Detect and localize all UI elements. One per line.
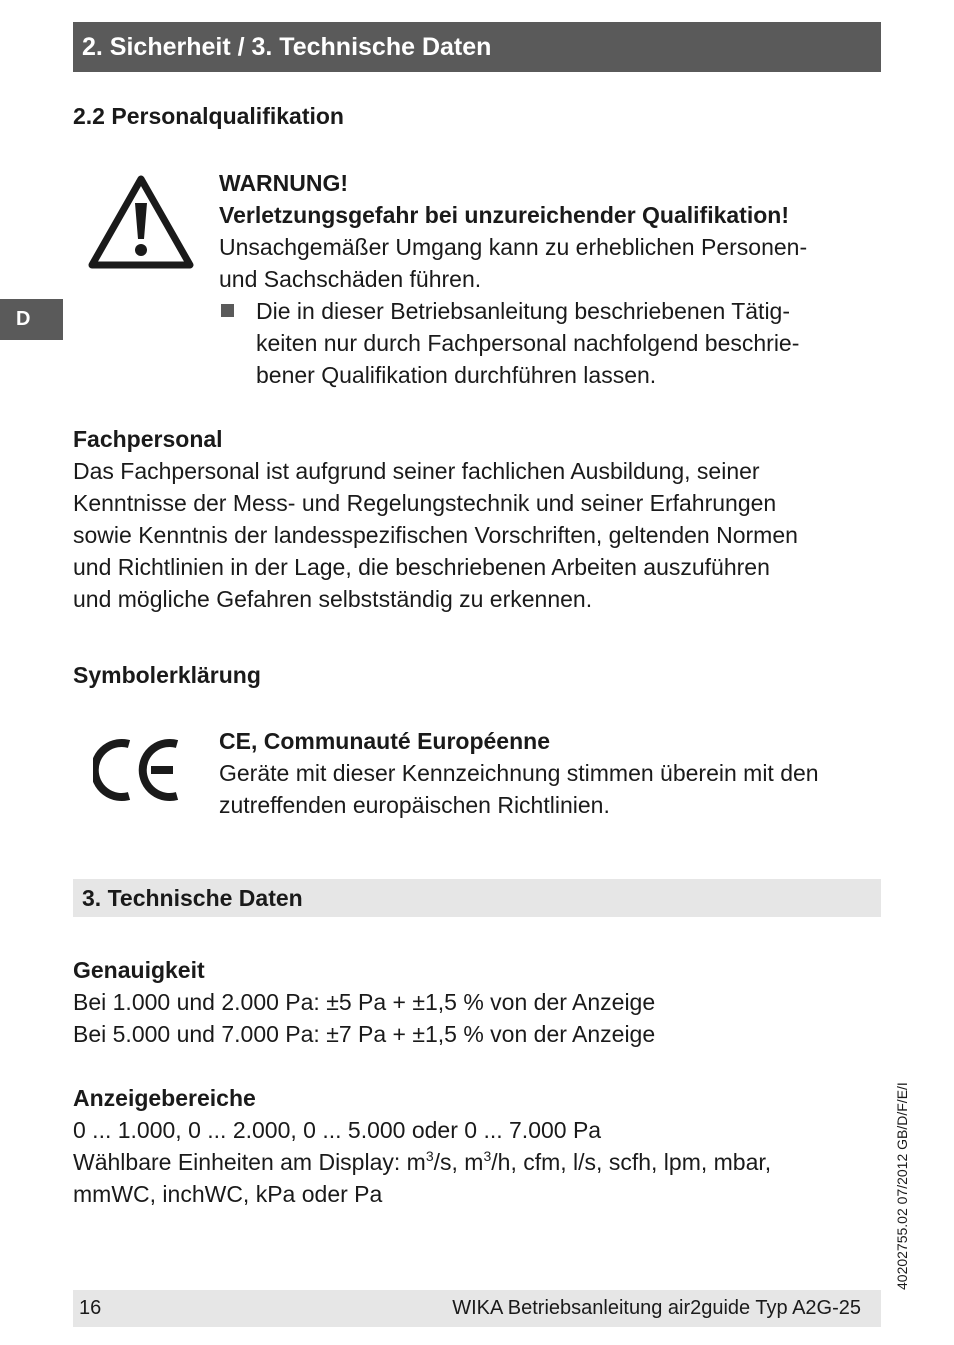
- language-tab-label: D: [16, 308, 31, 330]
- anzeigebereiche-section: [73, 1082, 883, 1210]
- bullet-line: keiten nur durch Fachpersonal nachfolgend beschrie-: [256, 330, 800, 356]
- paragraph-line: Kenntnisse der Mess- und Regelungstechnik und seiner Erfahrungen: [73, 490, 777, 516]
- warning-title: Verletzungsgefahr bei unzureichender Qualifikation!: [219, 202, 789, 228]
- units-text: Wählbare Einheiten am Display: m: [73, 1149, 426, 1175]
- ce-title: CE, Communauté Européenne: [219, 728, 550, 754]
- superscript: 3: [483, 1148, 492, 1164]
- bullet-square-icon: [221, 304, 234, 317]
- paragraph-line: Das Fachpersonal ist aufgrund seiner fachlichen Ausbildung, seiner: [73, 458, 760, 484]
- symbol-heading: Symbolerklärung: [73, 662, 261, 688]
- superscript: 3: [425, 1148, 434, 1164]
- section-heading-personalqualifikation: 2.2 Personalqualifikation: [73, 103, 344, 129]
- paragraph-line: und mögliche Gefahren selbstständig zu erkennen.: [73, 586, 593, 612]
- units-text: /h, cfm, l/s, scfh, lpm, mbar,: [491, 1149, 772, 1175]
- spec-line: 0 ... 1.000, 0 ... 2.000, 0 ... 5.000 oder 0 ... 7.000 Pa: [73, 1117, 602, 1143]
- units-text: /s, m: [433, 1149, 484, 1175]
- ce-text-line: Geräte mit dieser Kennzeichnung stimmen überein mit den: [219, 760, 819, 786]
- page-number: 16: [79, 1297, 102, 1319]
- page-header: [73, 22, 881, 72]
- bullet-line: Die in dieser Betriebsanleitung beschriebenen Tätig-: [256, 298, 791, 324]
- anzeigebereiche-heading: Anzeigebereiche: [73, 1085, 256, 1111]
- language-tab: [0, 299, 63, 340]
- spec-line: mmWC, inchWC, kPa oder Pa: [73, 1181, 383, 1207]
- spec-line: Bei 5.000 und 7.000 Pa: ±7 Pa + ±1,5 % von der Anzeige: [73, 1021, 656, 1047]
- warning-triangle-icon: [86, 173, 196, 271]
- genauigkeit-section: [73, 954, 883, 1050]
- paragraph-line: und Richtlinien in der Lage, die beschriebenen Arbeiten auszuführen: [73, 554, 770, 580]
- ce-text-line: zutreffenden europäischen Richtlinien.: [219, 792, 610, 818]
- section-bar-title: 3. Technische Daten: [82, 885, 303, 911]
- document-code: 40202755.02 07/2012 GB/D/F/E/I: [894, 1082, 910, 1290]
- paragraph-line: sowie Kenntnis der landesspezifischen Vorschriften, geltenden Normen: [73, 522, 798, 548]
- warning-block: [219, 167, 889, 391]
- spec-line: Bei 1.000 und 2.000 Pa: ±5 Pa + ±1,5 % von der Anzeige: [73, 989, 656, 1015]
- warning-label: WARNUNG!: [219, 170, 349, 196]
- header-title: 2. Sicherheit / 3. Technische Daten: [82, 33, 492, 61]
- warning-bullet: [219, 295, 889, 391]
- ce-block: [219, 725, 889, 821]
- footer-doc-title: WIKA Betriebsanleitung air2guide Typ A2G-25: [452, 1297, 861, 1319]
- page-footer: [73, 1290, 881, 1327]
- bullet-line: bener Qualifikation durchführen lassen.: [256, 362, 657, 388]
- spec-line-units: [73, 1146, 883, 1178]
- ce-mark-icon: [93, 737, 183, 803]
- fachpersonal-section: [73, 423, 883, 615]
- warning-text-line: Unsachgemäßer Umgang kann zu erheblichen Personen-: [219, 234, 808, 260]
- warning-text-line: und Sachschäden führen.: [219, 266, 482, 292]
- section-bar-technische-daten: [73, 879, 881, 917]
- fachpersonal-heading: Fachpersonal: [73, 426, 223, 452]
- genauigkeit-heading: Genauigkeit: [73, 957, 205, 983]
